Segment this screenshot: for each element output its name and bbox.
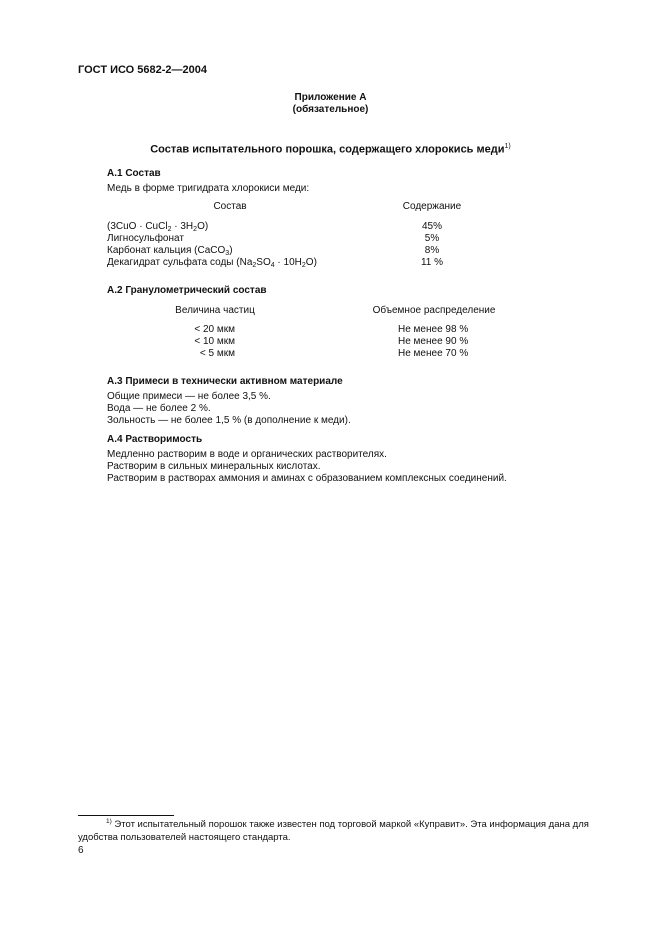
formula-text: ) xyxy=(229,245,233,256)
a1-row-substance xyxy=(107,257,317,270)
formula-text: SO xyxy=(256,257,271,268)
formula-text: Декагидрат сульфата соды (Na xyxy=(107,257,253,268)
main-title-footnote-mark: 1) xyxy=(504,143,511,150)
a2-row-distribution: Не менее 70 % xyxy=(398,348,469,359)
subscript: 4 xyxy=(270,262,275,269)
a2-row-distribution: Не менее 98 % xyxy=(398,324,469,335)
a2-row-size: < 10 мкм xyxy=(194,336,235,347)
a3-line: Вода — не более 2 %. xyxy=(107,403,211,414)
footnote-rule xyxy=(78,815,174,816)
annex-title: Приложение А xyxy=(294,92,367,103)
a1-row-value: 11 % xyxy=(420,257,444,268)
subscript: 3 xyxy=(225,250,230,257)
a3-line: Общие примеси — не более 3,5 %. xyxy=(107,391,271,402)
formula-text: Карбонат кальция (CaCO xyxy=(107,245,226,256)
section-a4-heading: А.4 Растворимость xyxy=(107,434,203,445)
a1-col-content: Содержание xyxy=(402,201,462,212)
standard-code: ГОСТ ИСО 5682-2—2004 xyxy=(78,64,208,76)
a2-row-size: < 20 мкм xyxy=(194,324,235,335)
formula-text: · 3H xyxy=(171,221,194,232)
footnote-mark: 1) xyxy=(106,818,112,825)
a4-line: Медленно растворим в воде и органических растворителях. xyxy=(107,449,387,460)
main-title-text: Состав испытательного порошка, содержащего хлорокись меди xyxy=(150,143,505,156)
a2-col-distribution: Объемное распределение xyxy=(372,305,496,316)
a1-row-value: 45% xyxy=(421,221,442,232)
section-a2-heading: А.2 Гранулометрический состав xyxy=(107,285,267,296)
main-title xyxy=(0,143,661,157)
formula-text: (3CuO · CuCl xyxy=(107,221,168,232)
a2-col-size: Величина частиц xyxy=(175,305,255,316)
a3-line: Зольность — не более 1,5 % (в дополнение к меди). xyxy=(107,415,351,426)
a1-row-value: 8% xyxy=(424,245,440,256)
annex-subtitle: (обязательное) xyxy=(292,104,369,115)
footnote-text: Этот испытательный порошок также известен под торговой маркой «Куправит». Эта информация дана для удобства пользователей настоящего стандарта. xyxy=(78,819,589,843)
a1-row-value: 5% xyxy=(424,233,440,244)
a1-row-substance xyxy=(107,233,184,245)
a2-row-size: < 5 мкм xyxy=(199,348,235,359)
a4-line: Растворим в растворах аммония и аминах с образованием комплексных соединений. xyxy=(107,473,507,484)
a2-row-distribution: Не менее 90 % xyxy=(398,336,469,347)
formula-text: · 10H xyxy=(274,257,302,268)
subscript: 2 xyxy=(193,226,198,233)
formula-text: O) xyxy=(305,257,317,268)
footnote xyxy=(78,818,618,844)
section-a3-heading: А.3 Примеси в технически активном материале xyxy=(107,376,343,387)
subscript: 2 xyxy=(301,262,306,269)
a1-col-composition: Состав xyxy=(213,201,247,212)
formula-text: Лигносульфонат xyxy=(107,233,184,244)
a4-line: Растворим в сильных минеральных кислотах. xyxy=(107,461,321,472)
section-a1-intro: Медь в форме тригидрата хлорокиси меди: xyxy=(107,183,310,194)
section-a1-heading: А.1 Состав xyxy=(107,168,161,179)
subscript: 2 xyxy=(167,226,172,233)
subscript: 2 xyxy=(252,262,257,269)
page-number: 6 xyxy=(78,845,84,856)
formula-text: O) xyxy=(197,221,209,232)
